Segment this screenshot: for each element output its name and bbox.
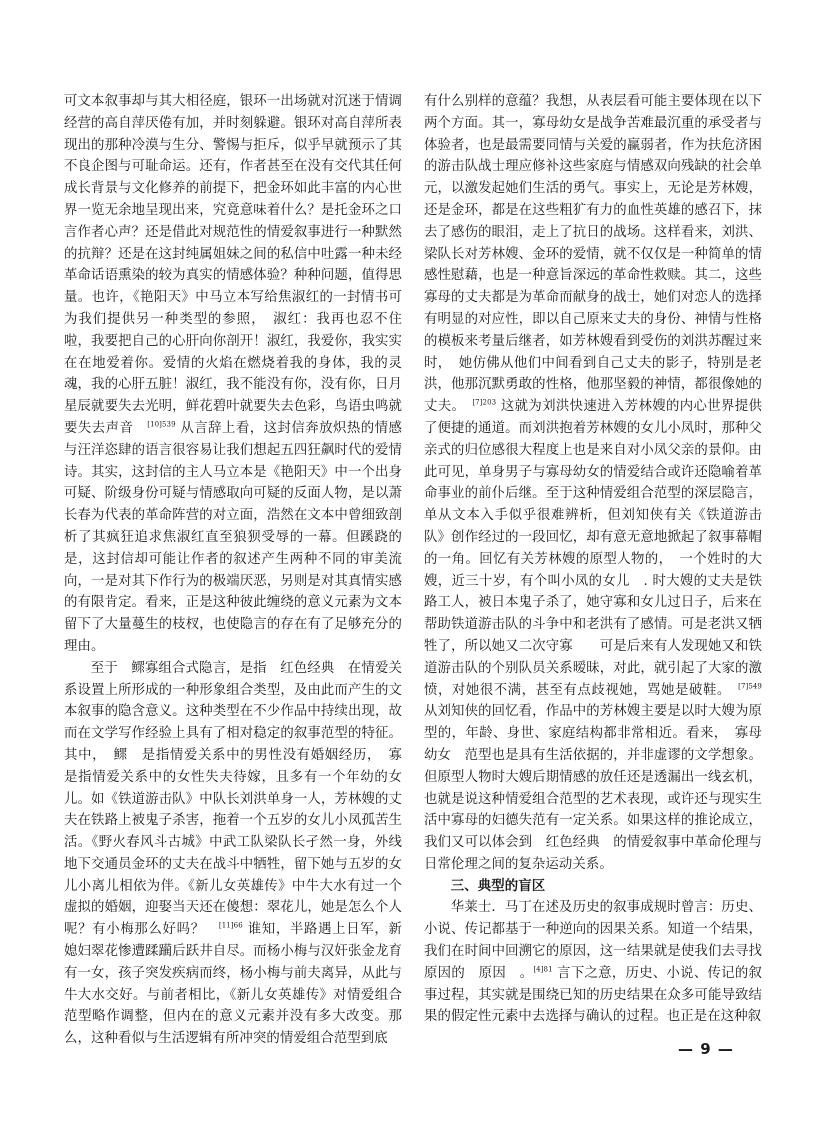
body-paragraph: 华莱士．马丁在述及历史的叙事成规时曾言：历史、小说、传记都基于一种逆向的因果关系。知道一个结果，我们在时间中回溯它的原因，这一结果就是使我们去寻找原因的 原因 。$^{[4]81}$ 言下之意，历史、小说、传记的叙事过程，其实就是围绕已知的历史结果在众多可能导致结果的假定性元素中去选择与确认的过程。也正是在这种叙 bbox=[424, 900, 762, 1025]
page-number: — 9 — bbox=[678, 1040, 734, 1058]
citation-ref: [4]81 bbox=[533, 965, 553, 974]
body-paragraph: 有什么别样的意蕴？我想，从表层看可能主要体现在以下两个方面。其一，寡母幼女是战争苦难最沉重的承受者与体验者，也是最需要同情与关爱的赢弱者，作为扶危济困的游击队战士理应修补这些家庭与情感双向残缺的社会单元，以激发起她们生活的勇气。事实上，无论是芳林嫂，还是金环，都是在这些粗犷有力的血性英雄的感召下，抹去了感伤的眼泪，走上了抗日的战场。这样看来，刘洪、梁队长对芳林嫂、金环的爱情，就不仅仅是一种简单的情感性慰藉，也是一种意旨深远的革命性救赎。其二，这些寡母的丈夫都是为革命而献身的战士，她们对恋人的选择有明显的对应性，即以自己原来丈夫的身份、神情与性格的模板来考量后继者，如芳林嫂看到受伤的刘洪苏醒过来时， 她仿佛从他们中间看到自己丈夫的影子，特别是老洪，他那沉默勇敢的性格，他那坚毅的神情，都很像她的丈夫。 $^{[7]203}$ 这就为刘洪快速进入芳林嫂的内心世界提供了便捷的通道。而刘洪抱着芳林嫂的女儿小凤时，那种父亲式的归位感很大程度上也是来自对小凤父亲的景仰。由此可见，单身男子与寡母幼女的情爱结合或许还隐喻着革命事业的前仆后继。至于这种情爱组合范型的深层隐言，单从文本入手似乎很难辨析，但刘知侠有关《铁道游击队》创作经过的一段回忆，却有意无意地掀起了叙事幕帽的一角。回忆有关芳林嫂的原型人物的， 一个姓时的大嫂，近三十岁，有个叫小凤的女儿 . 时大嫂的丈夫是铁路工人，被日本鬼子杀了，她守寡和女儿过日子，后来在帮助铁道游击队的斗争中和老洪有了感情。可是老洪又牺牲了，所以她又二次守寡 可是后来有人发现她又和铁道游击队的个别队员关系暧昧，对此，就引起了大家的激愤，对她很不满，甚至有点歧视她，骂她是破鞋。 $^{[7]549}$ 从刘知侠的回忆看，作品中的芳林嫂主要是以时大嫂为原型的，年龄、身世、家庭结构都非常相近。看来， 寡母幼女 范型也是具有生活依据的，并非虚谬的文学想象。但原型人物时大嫂后期情感的放任还是透漏出一线玄机，也就是说这种情爱组合范型的艺术表现，或许还与现实生活中寡母的妇德失范有一定关系。如果这样的推论成立，我们又可以体会到 红色经典 的情爱叙事中革命伦理与日常伦理之间的复杂运动关系。 bbox=[424, 94, 762, 872]
citation-ref: [7]203 bbox=[472, 398, 497, 407]
right-column bbox=[424, 91, 762, 1028]
citation-ref: [11]66 bbox=[218, 921, 243, 930]
section-heading: 三、典型的盲区 bbox=[450, 878, 546, 894]
body-paragraph: 至于 鳏寡组合式隐言，是指 红色经典 在情爱关系设置上所形成的一种形象组合类型，及由此而产生的文本叙事的隐含意义。这种类型在不少作品中持续出现，故而在文学写作经验上具有了相对稳定的叙事范型的特征。其中， 鳏 是指情爱关系中的男性没有婚姻经历， 寡 是指情爱关系中的女性失夫待嫁，且多有一个年幼的女儿。如《铁道游击队》中队长刘洪单身一人，芳林嫂的丈夫在铁路上被鬼子杀害，拖着一个五岁的女儿小凤孤苦生活。《野火春风斗古城》中武工队梁队长孑然一身，外线地下交通员金环的丈夫在战斗中牺牲，留下她与五岁的女儿小离儿相依为伴。《新儿女英雄传》中牛大水有过一个虚拟的婚姻，迎娶当天还在傻想：翠花儿，她是怎么个人呢？有小梅那么好吗？ $^{[11]66}$ 谁知，半路遇上日军，新媳妇翠花惨遭蹂躏后跃井自尽。而杨小梅与汉奸张金龙育有一女，孩子突发疾病而终，杨小梅与前夫离异，从此与牛大水交好。与前者相比，《新儿女英雄传》对情爱组合范型略作调整，但内在的意义元素并没有多大改变。那么，这种看似与生活逻辑有所冲突的情爱组合范型到底 bbox=[64, 660, 416, 1047]
citation-ref: [7]549 bbox=[738, 682, 762, 691]
left-column bbox=[64, 91, 416, 1050]
citation-ref: [10]539 bbox=[147, 420, 176, 429]
body-paragraph: 可文本叙事却与其大相径庭，银环一出场就对沉迷于情调经营的高自萍厌倦有加，并时刻躲避。银环对高自萍所表现出的那种冷漠与生分、警惕与拒斥，似乎早就预示了其不良企图与可耻命运。还有，作者甚至在没有交代其任何成长背景与文化修养的前提下，把金环如此丰富的内心世界一览无余地呈现出来，究竟意味着什么？是托金环之口言作者心声？还是借此对规范性的情爱叙事进行一种默然的抗辩？还是在这封纯属姐妹之间的私信中吐露一种未经革命话语熏染的较为真实的情感体验？种种问题，值得思量。也许，《艳阳天》中马立本写给焦淑红的一封情书可为我们提供另一种类型的参照， 淑红：我再也忍不住啦，我要把自己的心肝向你剖开！淑红，我爱你，我实实在在地爱着你。爱情的火焰在燃烧着我的身体，我的灵魂，我的心肝五脏！淑红，我不能没有你，没有你，日月星辰就要失去光明，鲜花碧叶就要失去色彩，鸟语虫鸣就要失去声音 $^{[10]539}$ 从言辞上看，这封信奔放炽热的情感与汪洋恣肆的语言很容易让我们想起五四狂飙时代的爱情诗。其实，这封信的主人马立本是《艳阳天》中一个出身可疑、阶级身份可疑与情感取向可疑的反面人物，是以萧长春为代表的革命阵营的对立面，浩然在文本中曾细致剖析了其疯狂追求焦淑红直至狼狈受辱的一幕。但蹊跷的是，这封信却可能让作者的叙述产生两种不同的审美流向，一是对其下作行为的极端厌恶，另则是对其真情实感的有限肯定。看来，正是这种彼此缠绕的意义元素为文本留下了大量蔓生的枝杈，也使隐言的存在有了足够充分的理由。 bbox=[64, 94, 402, 654]
